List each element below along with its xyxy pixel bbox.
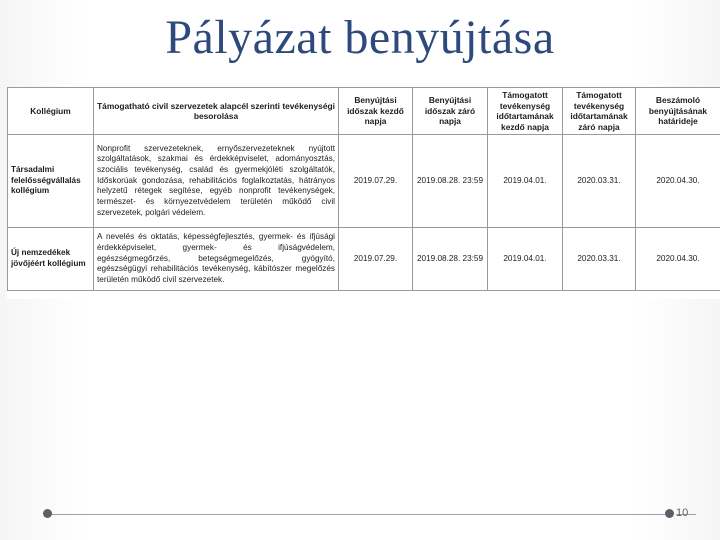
- header-submit-start: Benyújtási időszak kezdő napja: [339, 88, 413, 135]
- support-start-cell: 2019.04.01.: [488, 135, 563, 228]
- header-report-deadline: Beszámoló benyújtásának határideje: [636, 88, 720, 135]
- page-number: 10: [676, 507, 689, 519]
- header-support-start: Támogatott tevékenység időtartamának kezdő napja: [488, 88, 563, 135]
- submit-start-cell: 2019.07.29.: [339, 135, 413, 228]
- footer-dot-right: [665, 509, 674, 518]
- header-activity: Támogatható civil szervezetek alapcél szerinti tevékenységi besorolása: [94, 88, 339, 135]
- slide-title: Pályázat benyújtása: [165, 11, 555, 64]
- header-submit-end: Benyújtási időszak záró napja: [413, 88, 488, 135]
- report-deadline-cell: 2020.04.30.: [636, 135, 720, 228]
- support-start-cell: 2019.04.01.: [488, 228, 563, 291]
- activity-cell: A nevelés és oktatás, képességfejlesztés, gyermek- és ifjúsági érdekképviselet, gyermek- és ifjúságvédelem, egészségmegőrzés, betegségmegelőzés, gyógyító, egészségügyi rehabilitációs tevékenység, kábítószer megelőzés területén működő civil szervezetek.: [94, 228, 339, 291]
- submit-end-cell: 2019.08.28. 23:59: [413, 135, 488, 228]
- header-college: Kollégium: [8, 88, 94, 135]
- header-support-end: Támogatott tevékenység időtartamának záró napja: [563, 88, 636, 135]
- support-end-cell: 2020.03.31.: [563, 135, 636, 228]
- table-row: [8, 228, 720, 291]
- activity-cell: Nonprofit szervezeteknek, ernyőszervezeteknek nyújtott szolgáltatások, szakmai és érdekképviselet, adományosztás, szociális tevékenység, család és gyermekjóléti szolgáltatók, Időskorúak gondozása, rehabilitációs foglalkoztatás, hátrányos helyzetű rétegek segítése, egyéb nonprofit tevékenységek, természet- és környezetvédelem területén működő civil szervezetek, polgári védelem.: [94, 135, 339, 228]
- table-row: [8, 135, 720, 228]
- footer-divider: [47, 514, 667, 515]
- table-image: [7, 87, 720, 299]
- report-deadline-cell: 2020.04.30.: [636, 228, 720, 291]
- support-end-cell: 2020.03.31.: [563, 228, 636, 291]
- submit-start-cell: 2019.07.29.: [339, 228, 413, 291]
- footer-dot-left: [43, 509, 52, 518]
- deadline-table: [7, 87, 720, 291]
- college-cell: Új nemzedékek jövőjéért kollégium: [8, 228, 94, 291]
- submit-end-cell: 2019.08.28. 23:59: [413, 228, 488, 291]
- college-cell: Társadalmi felelősségvállalás kollégium: [8, 135, 94, 228]
- table-header-row: [8, 88, 720, 135]
